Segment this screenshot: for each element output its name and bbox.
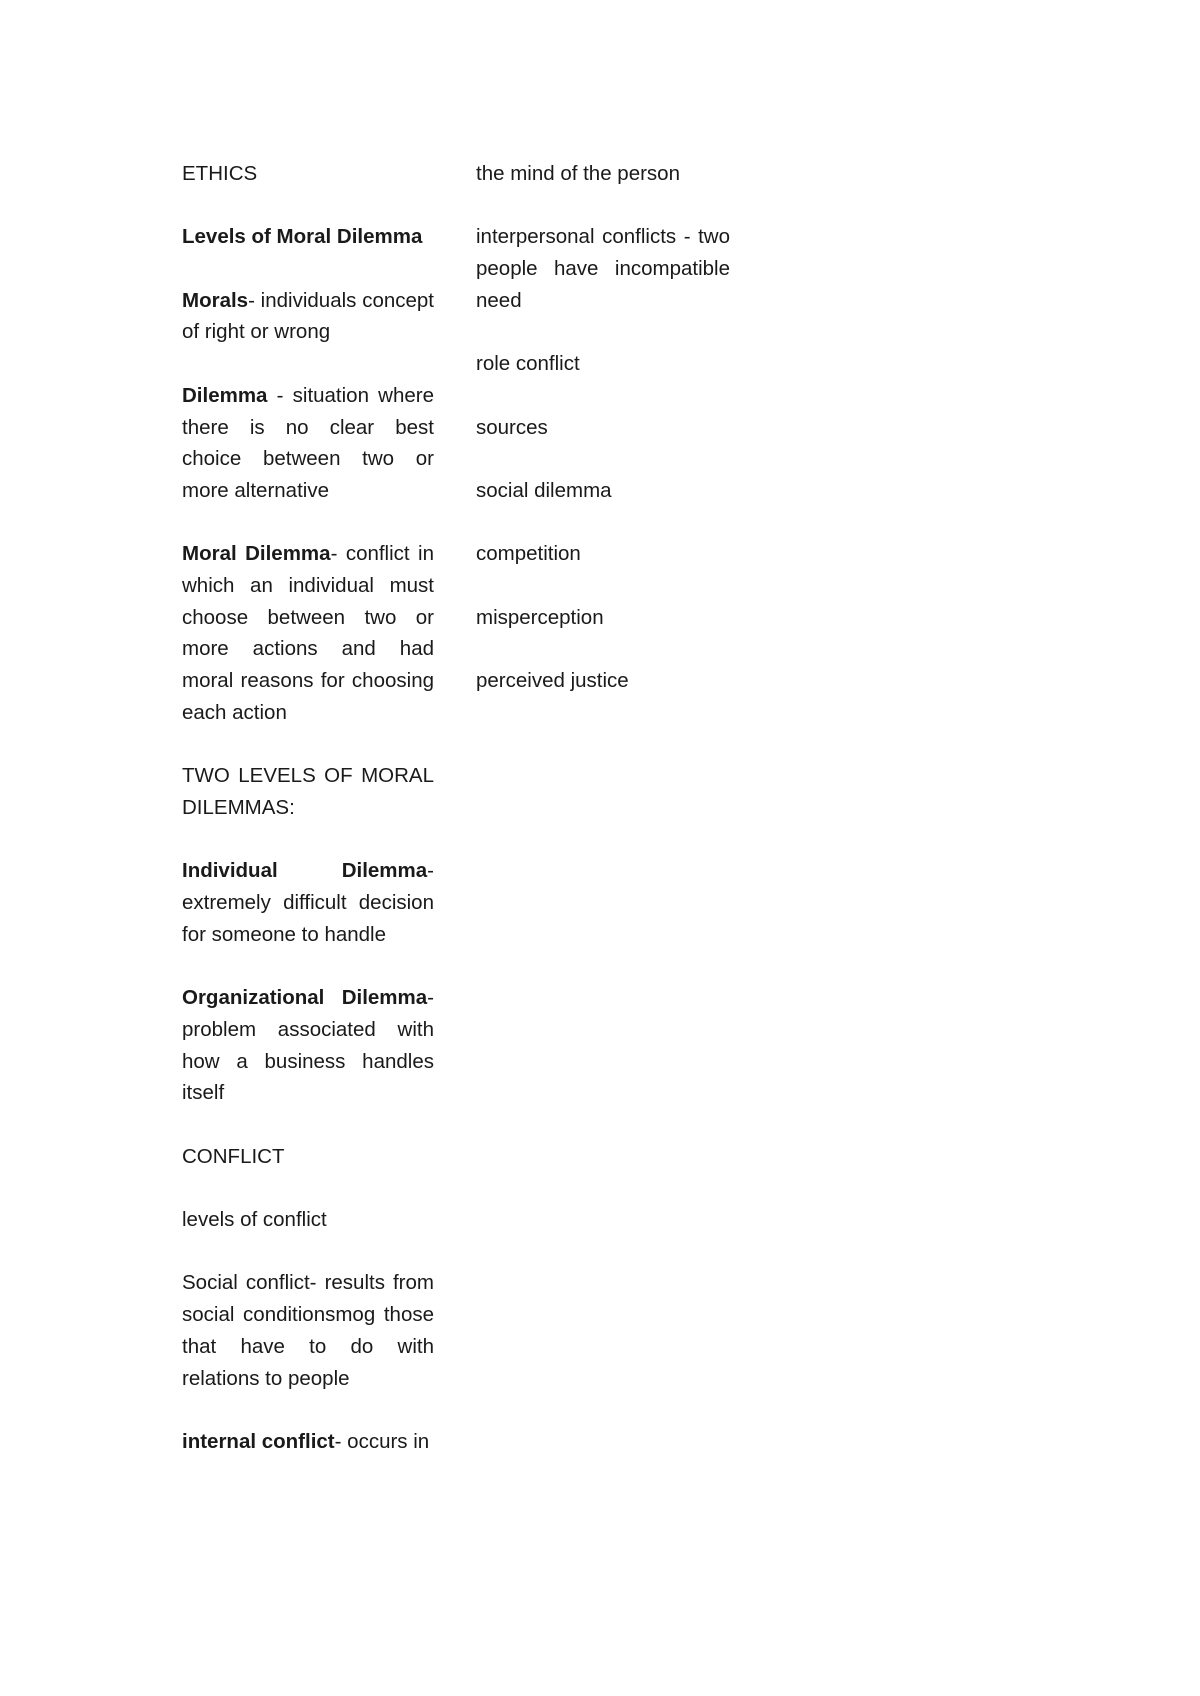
- internal-conflict-term: internal conflict: [182, 1429, 335, 1453]
- internal-conflict-text: - occurs in: [334, 1429, 430, 1453]
- competition: competition: [476, 542, 581, 566]
- levels-of-conflict: levels of conflict: [182, 1208, 327, 1232]
- levels-heading-text: Levels of Moral Dilemma: [182, 225, 423, 249]
- individual-dilemma-definition: [182, 855, 434, 950]
- conflict-heading: CONFLICT: [182, 1144, 285, 1168]
- dilemma-term: Dilemma: [182, 383, 268, 407]
- organizational-dilemma-term: Organizational Dilemma: [182, 986, 428, 1010]
- left-column: [182, 158, 434, 1489]
- internal-conflict-continuation: the mind of the person: [476, 162, 680, 185]
- individual-dilemma-term: Individual Dilemma: [182, 859, 428, 883]
- interpersonal-conflicts-definition: interpersonal conflicts - two people have incompatible need: [476, 225, 730, 312]
- moral-dilemma-definition: [182, 538, 434, 728]
- two-levels-heading: TWO LEVELS OF MORAL DILEMMAS:: [182, 764, 434, 819]
- individual-dilemma-text: - extremely difficult decision for someone to handle: [182, 859, 434, 946]
- morals-term: Morals: [182, 288, 249, 312]
- social-dilemma: social dilemma: [476, 478, 612, 502]
- organizational-dilemma-text: - problem associated with how a business handles itself: [182, 986, 434, 1105]
- internal-conflict-definition: [182, 1426, 434, 1458]
- moral-dilemma-text: - conflict in which an individual must choose between two or more actions and had moral reasons for choosing each action: [182, 542, 434, 724]
- organizational-dilemma-definition: [182, 982, 434, 1109]
- moral-dilemma-term: Moral Dilemma: [182, 542, 331, 566]
- perceived-justice: perceived justice: [476, 669, 629, 693]
- dilemma-definition: [182, 380, 434, 507]
- right-column: [476, 158, 730, 729]
- social-conflict-definition: Social conflict- results from social conditionsmog those that have to do with relations to people: [182, 1271, 434, 1390]
- morals-definition: [182, 285, 434, 348]
- levels-heading: [182, 221, 434, 253]
- sources: sources: [476, 415, 548, 439]
- misperception: misperception: [476, 605, 604, 629]
- role-conflict: role conflict: [476, 352, 580, 376]
- morals-text: - individuals concept of right or wrong: [182, 288, 434, 344]
- dilemma-text: - situation where there is no clear best choice between two or more alternative: [182, 383, 434, 502]
- document-title: ETHICS: [182, 162, 258, 185]
